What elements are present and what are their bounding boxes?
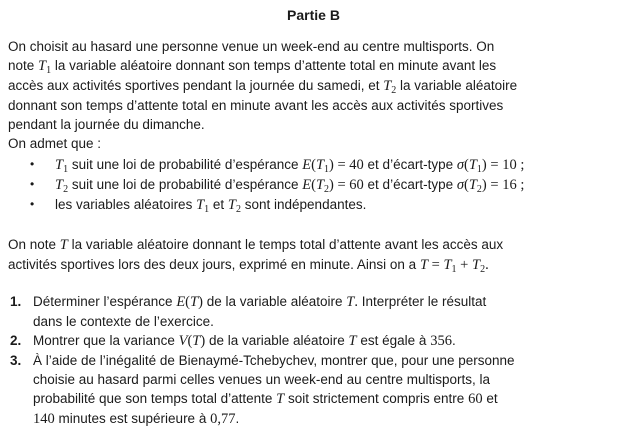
text-segment: 2 — [236, 204, 241, 215]
text-segment: = 10 ; — [486, 157, 525, 173]
text-segment: 1 — [204, 204, 210, 215]
text-segment: et — [209, 197, 228, 212]
paragraph — [8, 37, 619, 153]
text-segment: . — [235, 411, 240, 426]
text-segment: sont indépendantes. — [241, 197, 367, 212]
text-segment: = 16 ; — [486, 177, 525, 193]
text-line — [33, 409, 619, 429]
text-line — [33, 351, 619, 370]
text-segment: 2 — [480, 264, 486, 275]
text-segment: ( — [185, 294, 191, 310]
text-segment: = 60 — [333, 177, 364, 193]
text-segment: Interpréter le résultat — [357, 294, 487, 309]
text-segment: . — [354, 294, 358, 310]
text-line — [33, 292, 619, 312]
text-segment: ( — [464, 177, 469, 193]
text-segment: E — [302, 177, 312, 193]
text-segment: T — [55, 157, 64, 173]
text-segment: suit une loi de probabilité d’espérance — [68, 157, 303, 172]
text-segment: T — [192, 333, 201, 349]
text-segment: On note — [8, 237, 60, 252]
bullet-item — [8, 155, 619, 175]
text-segment: T — [348, 333, 357, 349]
text-segment: ) — [329, 157, 334, 173]
text-segment: donnant son temps d’attente total en minute avant les accès aux activités sportives — [8, 98, 504, 113]
text-segment: 1 — [476, 164, 482, 175]
numbered-item-first-line — [8, 292, 619, 312]
text-segment: À l’aide de l’inégalité de Bienaymé-Tchebychev, montrer que, pour une personne — [33, 353, 515, 368]
text-segment: Montrer que la variance — [33, 333, 179, 348]
text-segment: 1 — [451, 264, 457, 275]
text-segment: de la variable aléatoire — [205, 333, 349, 348]
text-line — [8, 96, 619, 115]
item-number: 1. — [10, 294, 22, 309]
text-segment: On choisit au hasard une personne venue un week-end au centre multisports. On — [8, 39, 495, 54]
numbered-item — [8, 351, 619, 429]
text-segment: + — [456, 257, 472, 273]
text-segment: minutes est supérieure à — [54, 411, 211, 426]
text-segment: la variable aléatoire — [396, 78, 518, 93]
text-segment: σ — [456, 177, 464, 193]
text-line — [55, 155, 619, 175]
text-segment: et — [482, 391, 498, 406]
text-segment: T — [468, 177, 477, 193]
document-body — [8, 37, 619, 429]
text-segment: T — [315, 157, 325, 173]
bullet-icon: • — [30, 197, 35, 211]
paragraph — [8, 235, 619, 275]
numbered-item — [8, 331, 619, 351]
text-segment: 0,77 — [210, 411, 236, 427]
text-segment: T — [471, 257, 481, 273]
text-segment: T — [38, 58, 47, 74]
text-segment: dans le contexte de l’exercice. — [33, 314, 214, 329]
text-line — [33, 312, 619, 331]
text-segment: suit une loi de probabilité d’espérance — [68, 177, 303, 192]
text-segment: ) — [198, 294, 203, 310]
text-segment: E — [176, 294, 186, 310]
bullet-icon: • — [30, 157, 35, 171]
bullet-item — [8, 195, 619, 215]
item-number: 3. — [10, 353, 22, 368]
numbered-item — [8, 292, 619, 331]
page-title: Partie B — [287, 7, 340, 23]
bullet-icon: • — [30, 177, 35, 191]
text-segment: Déterminer l’espérance — [33, 294, 177, 309]
text-segment: = — [428, 257, 444, 273]
text-segment: 1 — [63, 164, 69, 175]
text-segment: ( — [187, 333, 193, 349]
bullet-list — [8, 155, 619, 215]
text-line — [8, 76, 619, 96]
text-line — [8, 255, 619, 275]
text-segment: et d’écart-type — [363, 157, 457, 172]
text-segment: 2 — [476, 184, 482, 195]
text-segment: 1 — [46, 65, 52, 76]
spacer — [8, 275, 619, 292]
numbered-list — [8, 292, 619, 429]
numbered-item-first-line — [8, 351, 619, 370]
text-segment: T — [383, 78, 392, 94]
text-segment: ) — [200, 333, 206, 349]
text-segment: accès aux activités sportives pendant la journée du samedi, et — [8, 78, 384, 93]
text-segment: 2 — [63, 184, 69, 195]
text-segment: ) — [481, 157, 487, 173]
spacer — [8, 215, 619, 235]
text-segment: T — [468, 157, 477, 173]
text-segment: activités sportives lors des deux jours, exprimé en minute. Ainsi on a — [8, 257, 420, 272]
text-segment: 2 — [391, 85, 397, 96]
text-segment: . — [451, 333, 456, 348]
text-segment: et d’écart-type — [363, 177, 457, 192]
text-segment: ) — [329, 177, 334, 193]
text-segment: la variable aléatoire donnant son temps d’attente total en minute avant les — [51, 58, 497, 73]
text-segment: T — [276, 391, 285, 407]
text-line — [33, 331, 619, 351]
text-segment: T — [419, 257, 429, 273]
text-line — [55, 175, 619, 195]
text-segment: note — [8, 58, 39, 73]
text-segment: 140 — [33, 411, 55, 427]
text-segment: pendant la journée du dimanche. — [8, 117, 205, 132]
text-segment: T — [190, 294, 199, 310]
text-segment: probabilité que son temps total d’attente — [33, 391, 277, 406]
text-segment: = 40 — [333, 157, 364, 173]
text-segment: On admet que : — [8, 136, 102, 151]
text-segment: T — [346, 294, 355, 310]
numbered-item-first-line — [8, 331, 619, 351]
bullet-item — [8, 175, 619, 195]
text-segment: ( — [464, 157, 469, 173]
text-segment: choisie au hasard parmi celles venues un week-end au centre multisports, la — [33, 372, 490, 387]
text-segment: les variables aléatoires — [55, 197, 197, 212]
text-segment: σ — [456, 157, 464, 173]
text-line — [33, 389, 619, 409]
text-segment: 1 — [324, 164, 330, 175]
text-segment: ) — [481, 177, 487, 193]
text-segment: T — [315, 177, 325, 193]
text-segment: . — [485, 257, 489, 273]
text-line — [8, 115, 619, 134]
text-segment: 60 — [468, 391, 483, 407]
item-number: 2. — [10, 333, 22, 348]
text-segment: la variable aléatoire donnant le temps total d’attente avant les accès aux — [67, 237, 504, 252]
text-line — [8, 37, 619, 56]
text-segment: T — [227, 197, 236, 213]
text-segment: ( — [311, 177, 316, 193]
text-segment: soit strictement compris entre — [284, 391, 469, 406]
text-segment: est égale à — [356, 333, 431, 348]
text-segment: de la variable aléatoire — [202, 294, 347, 309]
text-segment: T — [59, 237, 68, 253]
text-segment: 2 — [324, 184, 330, 195]
text-line — [8, 56, 619, 76]
text-segment: ( — [311, 157, 316, 173]
text-segment: V — [178, 333, 188, 349]
text-line — [8, 235, 619, 255]
text-line — [55, 195, 619, 215]
text-segment: 356 — [430, 333, 452, 349]
text-line — [8, 134, 619, 153]
text-segment: T — [55, 177, 64, 193]
text-segment: T — [196, 197, 205, 213]
text-segment: T — [443, 257, 452, 273]
text-line — [33, 370, 619, 389]
text-segment: E — [302, 157, 312, 173]
